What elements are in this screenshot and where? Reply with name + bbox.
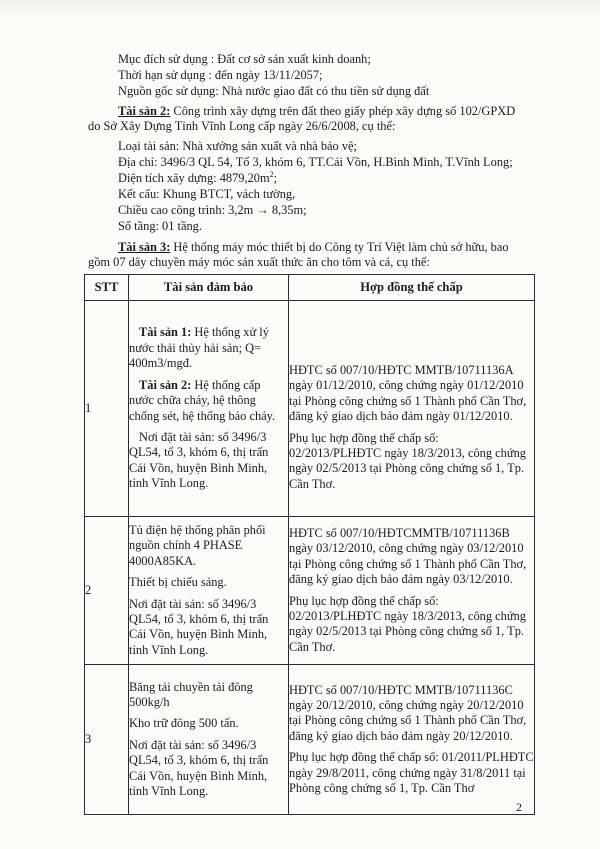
asset2-address: Địa chỉ: 3496/3 QL 54, Tổ 3, khóm 6, TT.Cái Vồn, H.Bình Minh, T.Vĩnh Long; xyxy=(118,155,513,169)
asset2-text-a: Công trình xây dựng trên đất theo giấy phép xây dựng số 102/GPXD xyxy=(170,104,516,118)
asset2-details xyxy=(118,139,513,235)
row-asset-cell: Băng tải chuyền tải đông 500kg/h Kho trữ đông 500 tấn. Nơi đặt tài sản: số 3496/3 QL54, tổ 3, khóm 6, thị trấn Cái Vồn, huyện Bình Minh, tỉnh Vĩnh Long. xyxy=(129,665,289,815)
asset3-paragraph xyxy=(88,240,534,270)
row-contract-cell: HĐTC số 007/10/HĐTC MMTB/10711136A ngày 01/12/2010, công chứng ngày 01/12/2010 tại Phòng công chứng số 1 Thành phố Cần Thơ, đăng ký giao dịch bảo đảm ngày 01/12/2010. Phụ lục hợp đồng thế chấp số: 02/2013/PLHĐTC ngày 18/3/2013, công chứng ngày 02/5/2013 tại Phòng công chứng số 1, Tp. Cần Thơ. xyxy=(289,301,535,517)
asset3-heading: Tài sản 3: xyxy=(118,240,171,254)
table-row xyxy=(85,517,535,665)
asset2-heading: Tài sản 2: xyxy=(118,104,171,118)
table-header-row xyxy=(85,275,535,301)
header-asset: Tài sản đảm bảo xyxy=(129,275,289,301)
collateral-table xyxy=(84,274,535,815)
table-row xyxy=(85,301,535,517)
land-use-term: Thời hạn sử dụng : đến ngày 13/11/2057; xyxy=(118,67,323,82)
asset2-structure: Kết cấu: Khung BTCT, vách tường, xyxy=(118,187,296,201)
row-asset-cell: Tủ điện hệ thống phân phối nguồn chính 4 PHASE 4000A85KA. Thiết bị chiếu sáng. Nơi đặt tài sản: số 3496/3 QL54, tổ 3, khóm 6, thị trấn Cái Vồn, huyện Bình Minh, tỉnh Vĩnh Long. xyxy=(129,517,289,665)
page-top-edge xyxy=(0,0,600,18)
row-contract-cell: HĐTC số 007/10/HĐTC MMTB/10711136C ngày 20/12/2010, công chứng ngày 20/12/2010 tại Phòng công chứng số 1 Thành phố Cần Thơ, đăng ký giao dịch bảo đảm ngày 20/12/2010. Phụ lục hợp đồng thế chấp số: 01/2011/PLHĐTC ngày 29/8/2011, công chứng ngày 31/8/2011 tại Phòng công chứng số 1, Tp. Cần Thơ xyxy=(289,665,535,815)
header-contract: Hợp đồng thế chấp xyxy=(289,275,535,301)
asset2-text-b: do Sở Xây Dựng Tỉnh Vĩnh Long cấp ngày 26/6/2008, cụ thể: xyxy=(88,119,396,134)
land-use-origin: Nguồn gốc sử dụng: Nhà nước giao đất có thu tiền sử dụng đất xyxy=(118,83,430,98)
asset2-type: Loại tài sản: Nhà xưởng sản xuất và nhà bảo vệ; xyxy=(118,139,357,153)
row-stt: 2 xyxy=(85,517,129,665)
page-number: 2 xyxy=(516,800,522,814)
asset2-area: Diện tích xây dựng: $4879,20m^2$; xyxy=(118,169,278,185)
asset2-paragraph xyxy=(88,104,534,134)
asset3-text-b: gồm 07 dây chuyền máy móc sản xuất thức ăn cho tôm và cá, cụ thể: xyxy=(88,255,430,270)
asset2-height: Chiều cao công trình: 3,2m → 8,35m; xyxy=(118,203,307,217)
asset2-floors: Số tầng: 01 tầng. xyxy=(118,219,202,233)
row-contract-cell: HĐTC số 007/10/HĐTCMMTB/10711136B ngày 03/12/2010, công chứng ngày 03/12/2010 tại Phòng công chứng số 1 Thành phố Cần Thơ, đăng ký giao dịch bảo đảm ngày 03/12/2010. Phụ lục hợp đồng thế chấp số: 02/2013/PLHĐTC ngày 18/3/2013, công chứng ngày 02/5/2013 tại Phòng công chứng số 1, Tp. Cần Thơ. xyxy=(289,517,535,665)
row-asset-cell: Tài sản 1: Hệ thống xử lý nước thải thủy hải sản; Q= 400m3/mgđ. Tài sản 2: Hệ thống cấp nước chữa cháy, hệ thông chống sét, hệ thống báo cháy. Nơi đặt tài sản: số 3496/3 QL54, tổ 3, khóm 6, thị trấn Cái Vồn, huyện Bình Minh, tỉnh Vĩnh Long. xyxy=(129,301,289,517)
header-stt: STT xyxy=(85,275,129,301)
land-use-info xyxy=(118,52,429,99)
asset3-text-a: Hệ thống máy móc thiết bị do Công ty Trí Việt làm chủ sở hữu, bao xyxy=(170,240,509,254)
table-row xyxy=(85,665,535,815)
row-stt: 3 xyxy=(85,665,129,815)
land-use-purpose: Mục đích sử dụng : Đất cơ sở sản xuất kinh doanh; xyxy=(118,52,371,66)
row-stt: 1 xyxy=(85,301,129,517)
